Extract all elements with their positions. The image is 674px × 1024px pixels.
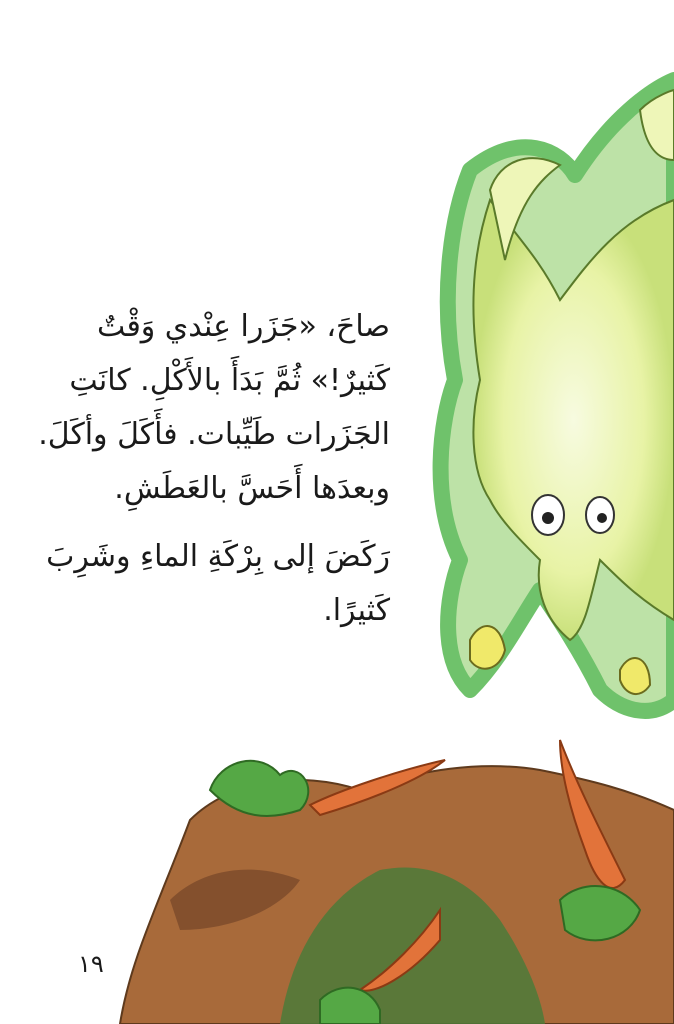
story-text [38,300,390,652]
paragraph [46,530,390,638]
text-line: صاحَ، «جَزَرا عِنْدي وَقْتٌ [96,309,390,344]
rabbit-paw [620,658,650,694]
text-line: وبعدَها أَحَسَّ بالعَطَشِ. [114,471,390,506]
rabbit-paw [470,626,505,669]
text-line: رَكَضَ إلى بِرْكَةِ الماءِ وشَرِبَ [46,539,390,574]
rabbit-pupil [542,512,554,524]
paragraph [38,300,390,516]
text-line: كَثيرًا. [323,593,390,628]
text-line: كَثيرٌ!» ثُمَّ بَدَأَ بالأَكْلِ. كانَتِ [69,363,390,398]
text-line: الجَزَرات طَيِّبات. فأَكَلَ وأكَلَ. [38,417,390,452]
page-number: ١٩ [78,950,104,978]
rabbit-pupil [597,513,607,523]
